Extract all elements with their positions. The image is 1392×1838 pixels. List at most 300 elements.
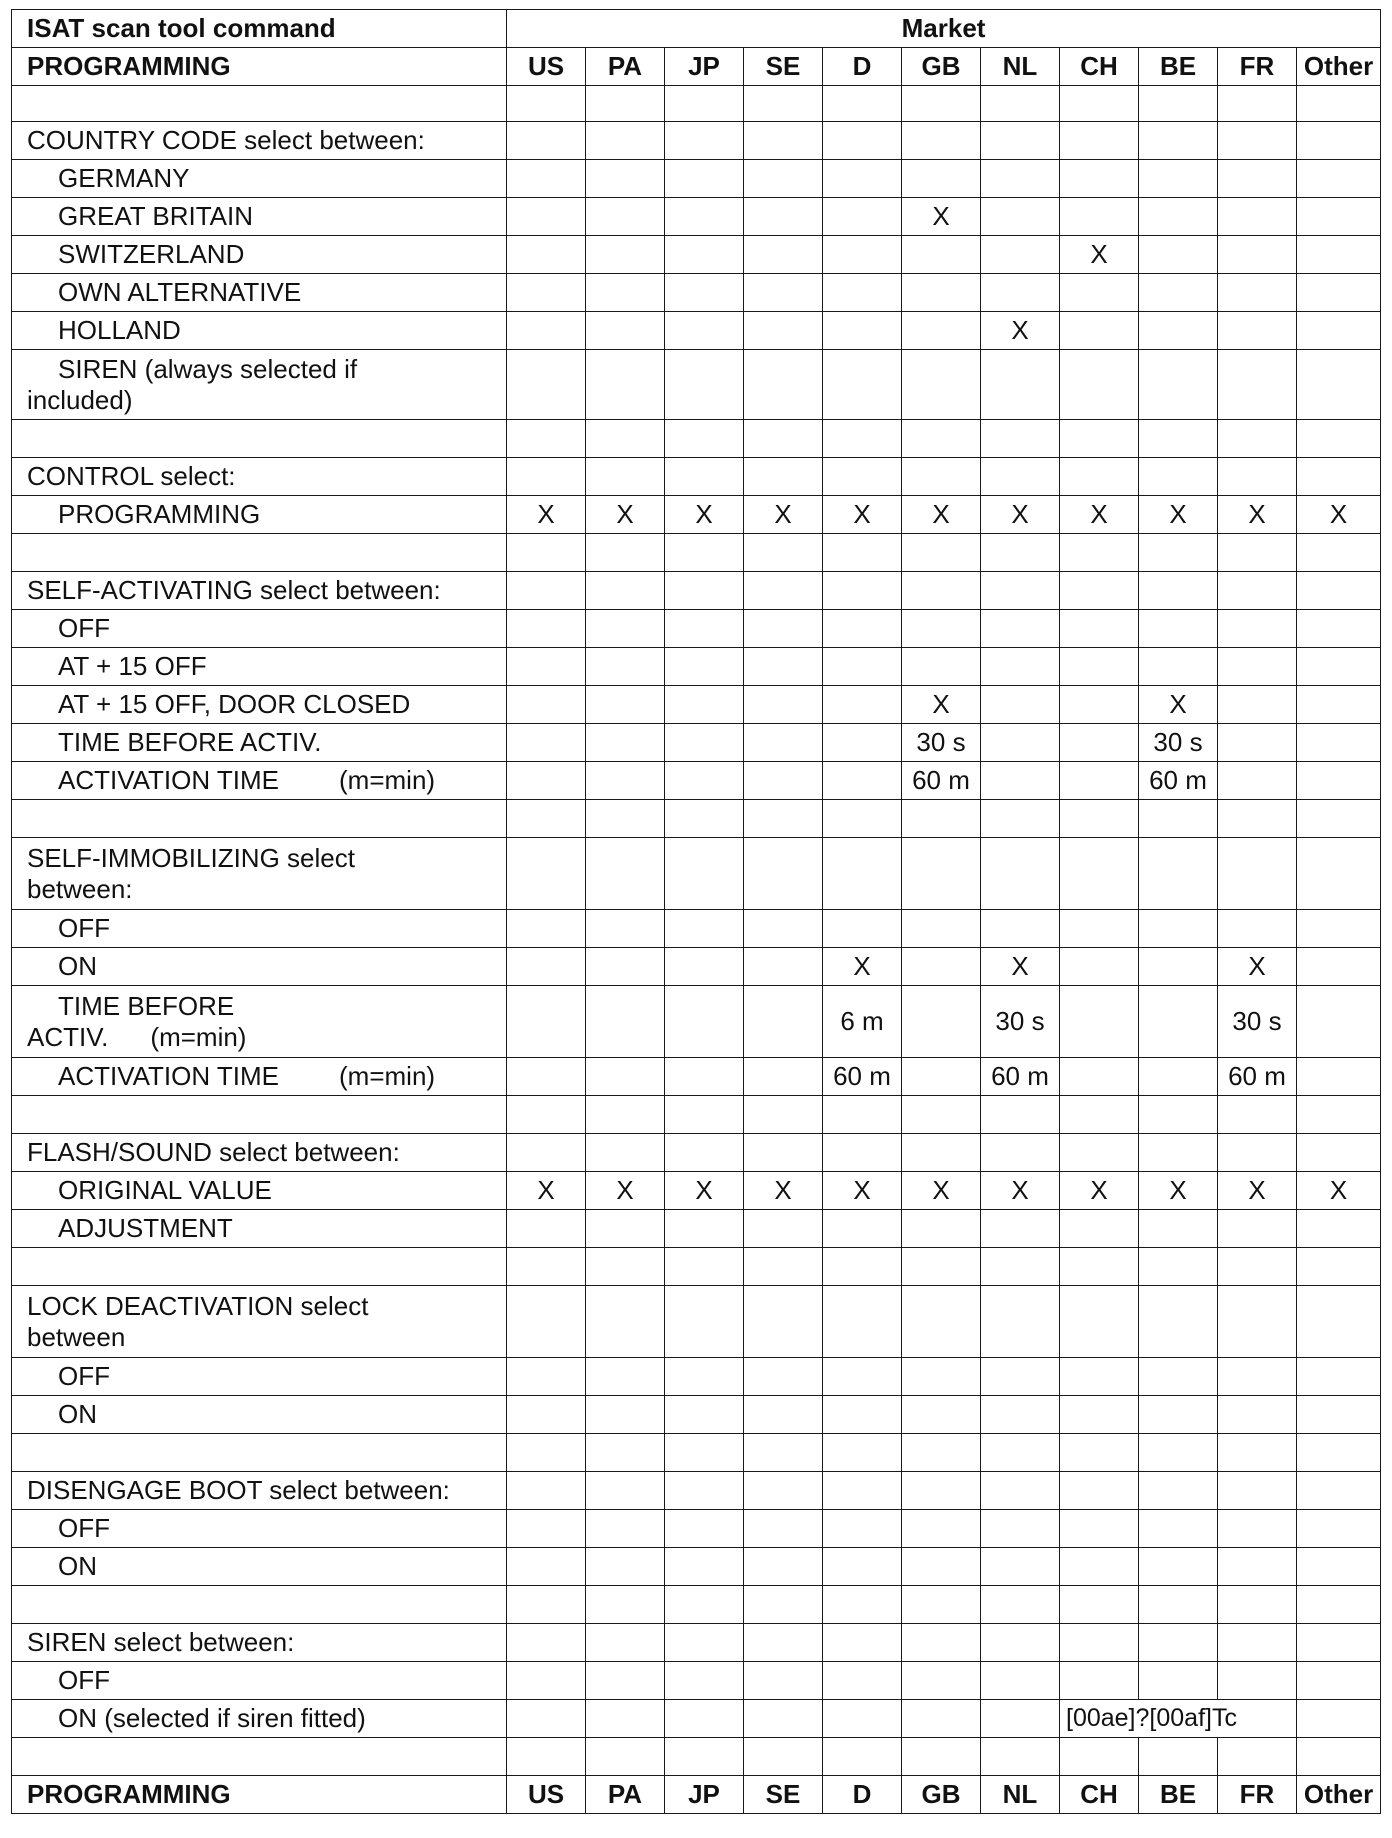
market-cell-jp [665,458,744,496]
market-cell-fr [1218,86,1297,122]
market-cell-fr [1218,1624,1297,1662]
market-cell-other [1297,198,1381,236]
market-cell-us [507,1210,586,1248]
market-cell-jp [665,1434,744,1472]
market-cell-jp [665,1058,744,1096]
market-cell-other [1297,1662,1381,1700]
market-cell [586,1700,665,1738]
row-label [12,572,507,610]
market-cell-other [1297,1396,1381,1434]
market-cell-be [1139,160,1218,198]
market-cell-other [1297,160,1381,198]
market-cell-d [823,686,902,724]
market-cell-se: X [744,1172,823,1210]
header-market-us: US [507,48,586,86]
row-label [12,458,507,496]
market-cell-se [744,610,823,648]
header-market-d: D [823,48,902,86]
market-cell-jp [665,686,744,724]
market-cell-be [1139,198,1218,236]
market-cell-jp [665,1548,744,1586]
section-label: COUNTRY CODE select between: [27,125,425,155]
market-cell-us [507,648,586,686]
table-row [12,1058,1381,1096]
market-cell-nl [981,1472,1060,1510]
row-label [12,800,507,838]
market-cell-d [823,1134,902,1172]
market-cell-se [744,686,823,724]
market-cell-d [823,1434,902,1472]
unit-note: (m=min) [150,1021,247,1052]
market-cell-fr [1218,420,1297,458]
footer-market-d: D [823,1776,902,1814]
row-label [12,686,507,724]
market-cell-us [507,86,586,122]
market-cell-be [1139,948,1218,986]
market-cell-fr [1218,160,1297,198]
market-cell-be [1139,1472,1218,1510]
market-cell-jp [665,838,744,910]
market-cell-gb [902,948,981,986]
market-cell-other: X [1297,1172,1381,1210]
row-label [12,986,507,1058]
market-cell-d: X [823,496,902,534]
market-cell-jp [665,948,744,986]
option-label: OWN ALTERNATIVE [58,277,302,307]
market-cell-se: X [744,496,823,534]
market-cell-us [507,1248,586,1286]
market-cell-fr [1218,1210,1297,1248]
table-row [12,1286,1381,1358]
market-cell-be [1139,1096,1218,1134]
option-label: TIME BEFORE ACTIV. [58,727,322,757]
market-cell-fr [1218,1248,1297,1286]
market-cell-se [744,1434,823,1472]
market-cell-jp [665,534,744,572]
market-cell-d [823,312,902,350]
market-cell-fr [1218,1096,1297,1134]
market-cell-nl [981,648,1060,686]
market-cell-us [507,762,586,800]
footer-programming-label: PROGRAMMING [12,1776,507,1814]
market-cell-gb: X [902,198,981,236]
table-row [12,1472,1381,1510]
market-cell-be [1139,1134,1218,1172]
option-label: ON [58,951,97,981]
market-cell-ch [1060,1286,1139,1358]
market-cell-gb [902,1248,981,1286]
market-cell-nl [981,122,1060,160]
market-cell-gb [902,1624,981,1662]
market-cell-other [1297,838,1381,910]
market-cell-gb [902,610,981,648]
market-cell [507,1700,586,1738]
market-cell-nl: X [981,948,1060,986]
market-cell-nl [981,350,1060,420]
market-cell-pa [586,800,665,838]
market-cell-d: X [823,1172,902,1210]
market-cell [981,1700,1060,1738]
row-label [12,1210,507,1248]
footer-market-nl: NL [981,1776,1060,1814]
market-cell-fr [1218,1548,1297,1586]
programming-table-sheet [11,9,1380,1831]
row-label [12,1396,507,1434]
table-row [12,762,1381,800]
market-cell-pa [586,1210,665,1248]
market-cell-nl: 60 m [981,1058,1060,1096]
market-cell-ch [1060,724,1139,762]
market-cell-pa [586,838,665,910]
market-cell-d [823,86,902,122]
option-label: SWITZERLAND [58,239,245,269]
market-cell-pa [586,1058,665,1096]
market-cell-fr [1218,800,1297,838]
market-cell-pa [586,1358,665,1396]
market-cell-pa: X [586,1172,665,1210]
market-cell-us [507,572,586,610]
table-row [12,458,1381,496]
row-label [12,724,507,762]
market-cell [665,1700,744,1738]
market-cell-d [823,1358,902,1396]
option-label: PROGRAMMING [58,499,261,529]
market-cell-d [823,1248,902,1286]
market-cell-ch [1060,458,1139,496]
market-cell-nl [981,1624,1060,1662]
market-cell-se [744,420,823,458]
market-cell-pa [586,986,665,1058]
market-cell-ch [1060,610,1139,648]
market-cell-jp [665,1586,744,1624]
market-cell-be [1139,838,1218,910]
market-cell-gb: X [902,686,981,724]
market-cell-be [1139,1662,1218,1700]
header-market-se: SE [744,48,823,86]
market-cell-jp [665,1358,744,1396]
market-cell-jp [665,800,744,838]
header-row [12,48,1381,86]
market-cell-jp [665,312,744,350]
market-cell-us [507,236,586,274]
row-label [12,610,507,648]
market-cell-us [507,160,586,198]
table-row [12,236,1381,274]
market-cell-us [507,534,586,572]
market-cell-us [507,198,586,236]
table-row [12,910,1381,948]
market-cell-se [744,1472,823,1510]
market-cell-nl [981,1510,1060,1548]
market-cell-be [1139,312,1218,350]
market-cell-other [1297,420,1381,458]
market-cell-se [744,1624,823,1662]
market-cell-se [744,1548,823,1586]
market-cell-pa [586,1624,665,1662]
market-cell-gb [902,1286,981,1358]
market-cell-gb [902,160,981,198]
market-cell-be: X [1139,1172,1218,1210]
market-cell-nl [981,1586,1060,1624]
market-cell-ch [1060,910,1139,948]
row-label [12,1286,507,1358]
market-cell [902,1700,981,1738]
unit-note: (m=min) [339,1061,436,1091]
market-cell-d [823,1472,902,1510]
table-row [12,1134,1381,1172]
market-cell-se [744,800,823,838]
market-cell-us [507,986,586,1058]
market-cell-ch [1060,572,1139,610]
market-cell-be [1139,1248,1218,1286]
market-cell-d [823,1286,902,1358]
market-cell-jp [665,1096,744,1134]
market-cell-se [744,1058,823,1096]
option-label: SIREN (always selected if [58,353,358,384]
market-cell-pa [586,236,665,274]
market-cell-us [507,1662,586,1700]
market-cell-other [1297,910,1381,948]
market-cell-gb [902,1058,981,1096]
header-market-other: Other [1297,48,1381,86]
market-cell-gb [902,312,981,350]
market-cell-other [1297,1248,1381,1286]
market-cell-nl [981,420,1060,458]
market-cell-other [1297,986,1381,1058]
market-cell-be [1139,1396,1218,1434]
market-cell-ch [1060,986,1139,1058]
market-cell-jp [665,1738,744,1776]
market-cell-gb [902,350,981,420]
market-cell-ch [1060,1396,1139,1434]
market-cell-fr [1218,610,1297,648]
market-cell-ch: X [1060,496,1139,534]
market-cell-pa [586,86,665,122]
market-cell-ch [1060,1662,1139,1700]
market-cell-pa [586,1396,665,1434]
market-cell-nl [981,160,1060,198]
market-cell-d [823,610,902,648]
table-row [12,1248,1381,1286]
market-cell-be [1139,986,1218,1058]
market-cell-fr [1218,648,1297,686]
row-label [12,1058,507,1096]
row-label [12,1248,507,1286]
market-cell-fr [1218,1286,1297,1358]
market-cell-fr [1218,1472,1297,1510]
market-cell-d [823,1510,902,1548]
market-cell-fr [1218,910,1297,948]
market-cell-other [1297,458,1381,496]
market-cell-jp [665,160,744,198]
table-row [12,1358,1381,1396]
section-label: SELF-ACTIVATING select between: [27,575,441,605]
footer-market-fr: FR [1218,1776,1297,1814]
header-market-be: BE [1139,48,1218,86]
market-cell-ch [1060,1738,1139,1776]
market-cell-jp [665,350,744,420]
market-cell-d: 60 m [823,1058,902,1096]
market-cell-fr [1218,572,1297,610]
header-market-jp: JP [665,48,744,86]
market-cell-fr [1218,1662,1297,1700]
market-cell-pa [586,572,665,610]
market-cell-pa [586,198,665,236]
market-cell-pa [586,910,665,948]
market-cell-gb [902,236,981,274]
market-cell-ch [1060,1358,1139,1396]
market-cell-us [507,420,586,458]
market-cell-be: X [1139,686,1218,724]
market-cell-us [507,838,586,910]
market-cell-pa [586,274,665,312]
market-cell-nl: X [981,1172,1060,1210]
section-label: FLASH/SOUND select between: [27,1137,400,1167]
market-cell-gb [902,1586,981,1624]
market-cell-ch [1060,1058,1139,1096]
market-cell-se [744,458,823,496]
market-cell-pa [586,686,665,724]
market-cell-be [1139,910,1218,948]
table-row [12,198,1381,236]
market-cell-se [744,1510,823,1548]
market-cell-ch [1060,1472,1139,1510]
market-cell-us [507,1358,586,1396]
market-cell-fr [1218,312,1297,350]
market-cell-jp [665,236,744,274]
section-label-cont: between [27,1321,126,1352]
market-cell-nl [981,610,1060,648]
option-label: OFF [58,1361,110,1391]
market-cell-gb [902,1134,981,1172]
market-cell-pa [586,1134,665,1172]
market-cell-d [823,534,902,572]
row-label [12,1134,507,1172]
market-cell-ch [1060,1586,1139,1624]
market-cell-be [1139,122,1218,160]
market-cell-us [507,1548,586,1586]
market-cell-ch: X [1060,236,1139,274]
market-cell-nl [981,236,1060,274]
option-label: OFF [58,613,110,643]
market-cell-gb [902,986,981,1058]
market-cell-se [744,838,823,910]
market-cell-gb [902,1396,981,1434]
market-cell-pa [586,1510,665,1548]
table-row [12,350,1381,420]
row-label [12,1738,507,1776]
market-cell-d [823,1210,902,1248]
option-label: OFF [58,913,110,943]
table-title: ISAT scan tool command [12,10,507,48]
market-cell-other [1297,1210,1381,1248]
market-cell-be [1139,1358,1218,1396]
market-cell-nl [981,838,1060,910]
section-label: DISENGAGE BOOT select between: [27,1475,450,1505]
table-row [12,686,1381,724]
market-cell-fr [1218,534,1297,572]
market-cell-us [507,1510,586,1548]
market-cell-jp [665,986,744,1058]
market-cell-jp [665,724,744,762]
market-cell-fr: 60 m [1218,1058,1297,1096]
market-cell-be [1139,458,1218,496]
market-cell-d [823,458,902,496]
market-cell-be [1139,610,1218,648]
market-cell-gb [902,86,981,122]
market-cell-gb [902,800,981,838]
market-cell-us [507,1134,586,1172]
market-cell-nl [981,1396,1060,1434]
market-cell-us [507,1434,586,1472]
table-row [12,1096,1381,1134]
market-cell-jp [665,762,744,800]
market-cell-other [1297,1624,1381,1662]
market-cell-se [744,198,823,236]
row-label [12,1548,507,1586]
market-cell-nl [981,86,1060,122]
market-cell-jp [665,122,744,160]
row-label [12,350,507,420]
option-label: OFF [58,1513,110,1543]
market-cell-be [1139,1586,1218,1624]
row-label [12,1434,507,1472]
option-label: ADJUSTMENT [58,1213,233,1243]
footer-market-jp: JP [665,1776,744,1814]
market-cell-ch [1060,1134,1139,1172]
market-cell-ch [1060,762,1139,800]
market-cell-fr [1218,274,1297,312]
garbled-note: [00ae]?[00af]Tc [1060,1700,1297,1738]
section-label: SIREN select between: [27,1627,295,1657]
market-cell-nl [981,686,1060,724]
market-cell-nl [981,1738,1060,1776]
market-cell-jp [665,610,744,648]
market-cell-fr: X [1218,496,1297,534]
row-label [12,496,507,534]
market-cell-other [1297,610,1381,648]
market-cell-gb [902,648,981,686]
market-cell-jp [665,1510,744,1548]
market-cell-be [1139,572,1218,610]
row-label [12,1096,507,1134]
market-cell-us [507,1738,586,1776]
market-cell-se [744,1096,823,1134]
market-cell-pa [586,1662,665,1700]
table-row [12,1738,1381,1776]
market-cell-be: 60 m [1139,762,1218,800]
market-cell-us [507,1586,586,1624]
market-cell-other [1297,1134,1381,1172]
market-cell-pa [586,1434,665,1472]
market-cell-pa: X [586,496,665,534]
footer-market-gb: GB [902,1776,981,1814]
market-cell-se [744,1286,823,1358]
market-cell-gb: X [902,1172,981,1210]
market-cell-nl [981,534,1060,572]
row-label [12,1624,507,1662]
market-cell-other [1297,1738,1381,1776]
row-label [12,762,507,800]
market-cell-fr [1218,458,1297,496]
market-cell-fr [1218,762,1297,800]
table-row [12,160,1381,198]
market-cell-be [1139,1624,1218,1662]
market-cell-us [507,274,586,312]
market-cell-be: X [1139,496,1218,534]
row-label [12,534,507,572]
market-cell-us [507,1096,586,1134]
